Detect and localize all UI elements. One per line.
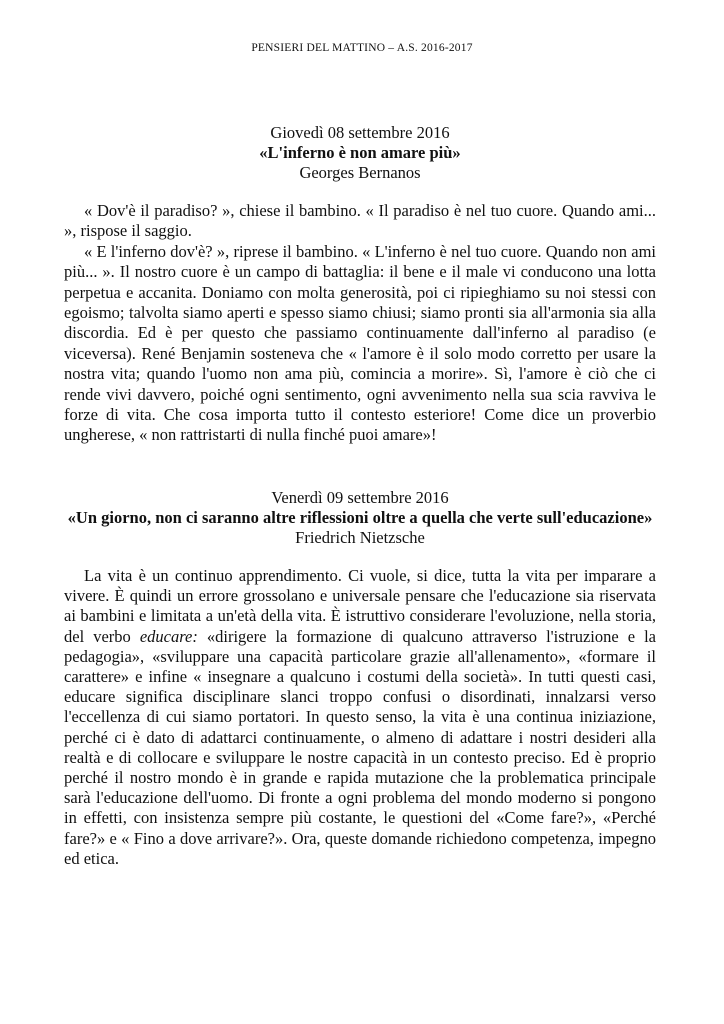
paragraph-text-end: «dirigere la formazione di qualcuno attraverso l'istruzione e la pedagogia», «sviluppare una capacità particolare grazie all'allenamento», «formare il carattere» e infine « insegnare a qualcuno i costumi della società». In tutti questi casi, educare significa disciplinare slanci troppo confusi o disordinati, innalzarsi verso l'eccellenza di cui siamo portatori. In questo senso, la vita è una continua iniziazione, perché ci è dato di adattarci continuamente, o almeno di adattare i nostri desideri alla realtà e di collocare e sviluppare le nostre capacità in un contesto preciso. Ed è proprio perché il nostro mondo è in grande e rapida mutazione che la problematica principale sarà l'educazione dell'uomo. Di fronte a ogni problema del mondo moderno si pongono in effetti, con insistenza sempre più costante, le questioni del «Come fare?», «Perché fare?» e « Fino a dove arrivare?». Ora, queste domande richiedono competenza, impegno ed etica. <box>64 626 656 868</box>
entry-date: Giovedì 08 settembre 2016 <box>270 123 450 142</box>
entry-paragraph <box>64 566 656 869</box>
entry-paragraph: « E l'inferno dov'è? », riprese il bambino. « L'inferno è nel tuo cuore. Quando non ami più... ». Il nostro cuore è un campo di battaglia: il bene e il male vi conducono una lotta perpetua e accanita. Doniamo con molta generosità, poi ci ripieghiamo su noi stessi con egoismo; talvolta siamo aperti e spesso siamo chiusi; siamo pronti sia all'armonia sia alla discordia. Ed è per questo che passiamo continuamente dall'inferno al paradiso (e viceversa). René Benjamin sosteneva che « l'amore è il solo modo corretto per usare la nostra vita; quando l'uomo non ama più, comincia a morire». Sì, l'amore è ciò che ci rende vivi davvero, poiché ogni sentimento, ogni avvenimento nella sua scia ravviva le forze di vita. Che cosa importa tutto il contesto esteriore! Come dice un proverbio ungherese, « non rattristarti di nulla finché puoi amare»! <box>64 241 656 445</box>
running-header: PENSIERI DEL MATTINO – A.S. 2016-2017 <box>251 42 473 54</box>
entry-author: Georges Bernanos <box>299 163 421 182</box>
entry-2 <box>64 488 656 869</box>
entry-author: Friedrich Nietzsche <box>295 528 425 547</box>
entry-heading <box>64 488 656 548</box>
paragraph-text-start: La vita è un continuo apprendimento. Ci vuole, si dice, tutta la vita per imparare a vivere. È quindi un errore grossolano e universale pensare che l'educazione sia riservata ai bambini e limitata a un'età della vita. È istruttivo considerare l'evoluzione, nella storia, del verbo <box>64 566 656 646</box>
entry-title: «Un giorno, non ci saranno altre riflessioni oltre a quella che verte sull'educazione» <box>67 508 653 527</box>
entry-heading <box>64 123 656 183</box>
entry-title: «L'inferno è non amare più» <box>259 143 461 162</box>
entry-date: Venerdì 09 settembre 2016 <box>271 488 449 507</box>
entry-1 <box>64 123 656 446</box>
emphasized-verb: educare: <box>139 626 198 646</box>
entry-paragraph: « Dov'è il paradiso? », chiese il bambino. « Il paradiso è nel tuo cuore. Quando ami... », rispose il saggio. <box>64 201 656 241</box>
